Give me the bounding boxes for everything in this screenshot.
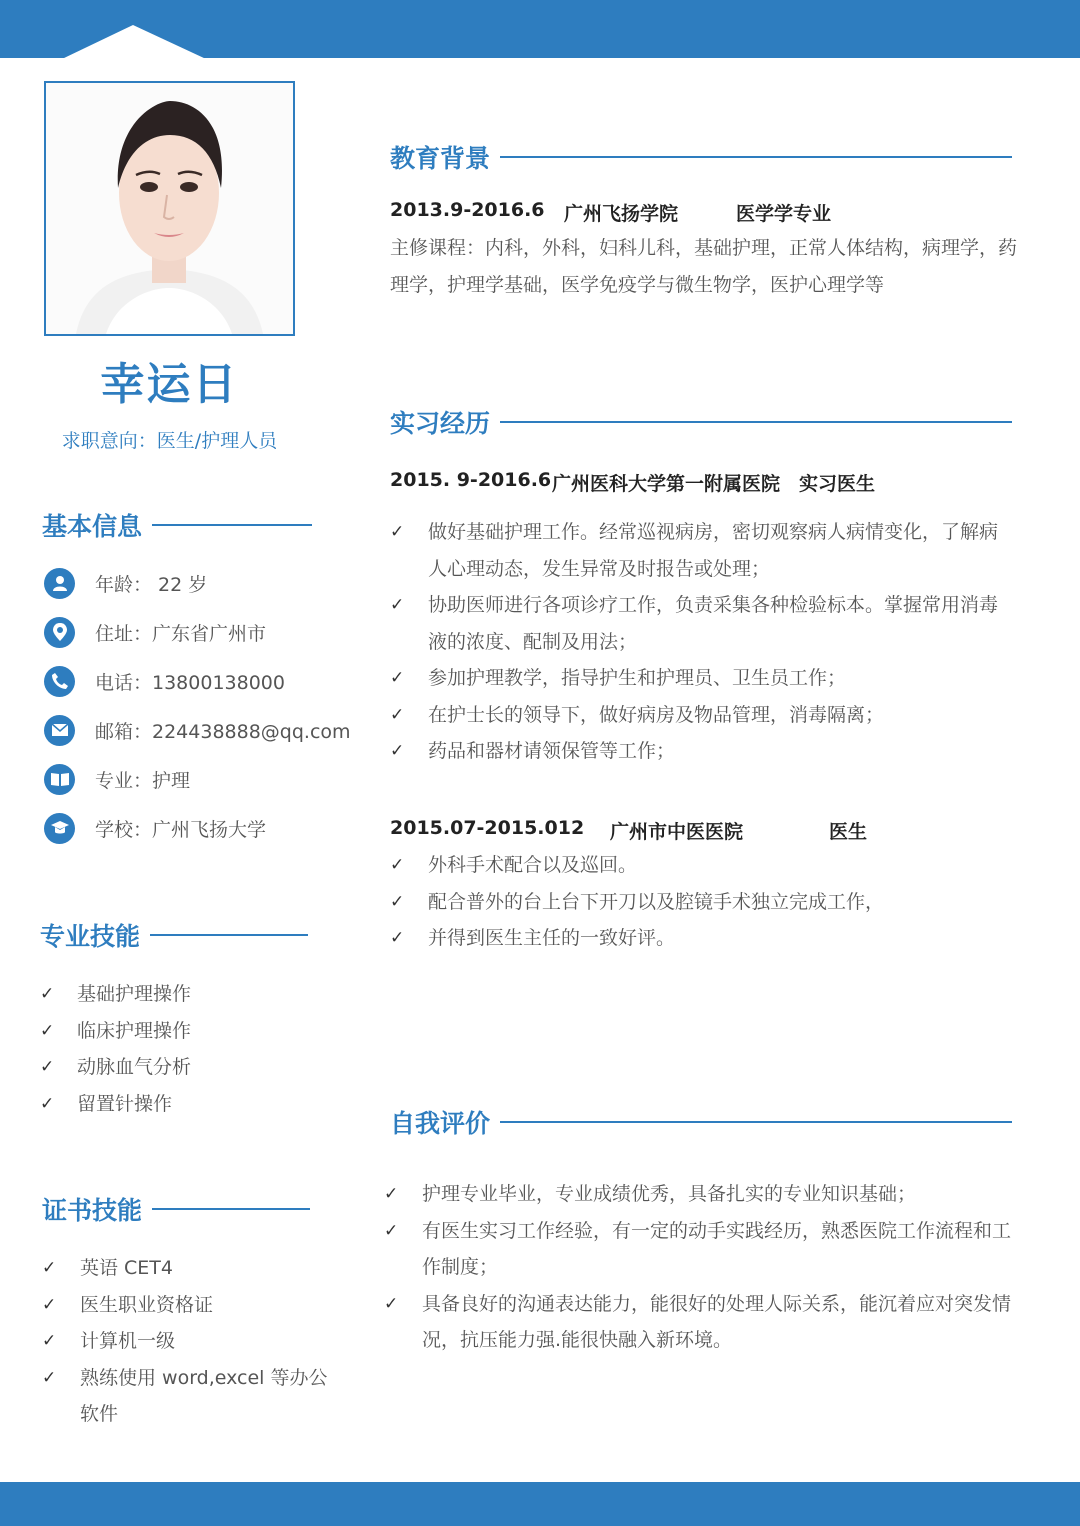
check-icon: ✓: [390, 741, 405, 761]
candidate-name: 幸运日: [100, 359, 239, 410]
check-icon: ✓: [390, 704, 405, 725]
info-address: 住址：广东省广州市: [44, 615, 266, 649]
list-item: ✓ 基础护理操作: [40, 976, 330, 1013]
list-item: ✓ 在护士长的领导下，做好病房及物品管理，消毒隔离；: [390, 697, 1015, 734]
check-icon: ✓: [42, 1294, 57, 1315]
list-item: ✓ 具备良好的沟通表达能力，能很好的处理人际关系，能沉着应对突发情况，抗压能力强.能很快融入新环境。: [384, 1286, 1016, 1359]
check-icon: ✓: [42, 1367, 57, 1388]
education-header-row: [390, 199, 1010, 229]
mail-icon: [44, 715, 75, 746]
job-role: 实习医生: [799, 473, 876, 495]
check-icon: ✓: [390, 855, 405, 875]
location-pin-icon: [44, 617, 75, 648]
list-item: ✓ 药品和器材请领保管等工作；: [390, 733, 1015, 770]
list-item: ✓ 外科手术配合以及巡回。: [390, 847, 1015, 884]
info-age: 年龄： 22 岁: [44, 566, 207, 600]
certificates-list: [42, 1250, 332, 1433]
footer-bar: [0, 1482, 1080, 1526]
check-icon: ✓: [40, 1020, 55, 1041]
job-1-duties: [390, 514, 1015, 770]
education-period: 2013.9-2016.6: [390, 199, 545, 221]
job-2-duties: [390, 847, 1015, 957]
list-item: ✓ 配合普外的台上台下开刀以及腔镜手术独立完成工作，: [390, 884, 1015, 921]
check-icon: ✓: [390, 522, 405, 542]
basic-info-heading: 基本信息: [42, 508, 312, 542]
job-period: 2015. 9-2016.6: [390, 469, 552, 491]
skills-list: [40, 976, 330, 1122]
check-icon: ✓: [40, 984, 55, 1004]
education-major: 医学学专业: [736, 203, 832, 225]
list-item: ✓ 参加护理教学，指导护生和护理员、卫生员工作；: [390, 660, 1015, 697]
list-item: ✓ 医生职业资格证: [42, 1287, 332, 1324]
list-item: ✓ 计算机一级: [42, 1323, 332, 1360]
education-courses: 主修课程：内科，外科，妇科儿科，基础护理，正常人体结构，病理学，药理学，护理学基础，医学免疫学与微生物学，医护心理学等: [390, 237, 1018, 296]
education-school: 广州飞扬学院: [564, 203, 679, 225]
graduation-cap-icon: [44, 813, 75, 844]
divider: [500, 156, 1012, 158]
list-item: ✓ 有医生实习工作经验，有一定的动手实践经历，熟悉医院工作流程和工作制度；: [384, 1213, 1016, 1286]
divider: [150, 934, 308, 936]
check-icon: ✓: [42, 1258, 57, 1278]
job-org: 广州市中医医院: [610, 821, 744, 843]
job-role: 医生: [829, 821, 868, 843]
check-icon: ✓: [42, 1331, 57, 1351]
certificates-heading: 证书技能: [42, 1192, 310, 1226]
internship-heading: 实习经历: [390, 405, 1012, 439]
divider: [152, 1208, 310, 1210]
job-1-header: [390, 469, 1010, 499]
phone-icon: [44, 666, 75, 697]
check-icon: ✓: [384, 1184, 399, 1204]
list-item: ✓ 做好基础护理工作。经常巡视病房，密切观察病人病情变化，了解病人心理动态，发生异常及时报告或处理；: [390, 514, 1015, 587]
info-email: 邮箱：224438888@qq.com: [44, 713, 351, 747]
info-major: 专业：护理: [44, 762, 190, 796]
list-item: ✓ 护理专业毕业，专业成绩优秀，具备扎实的专业知识基础；: [384, 1176, 1016, 1213]
list-item: ✓ 并得到医生主任的一致好评。: [390, 920, 1015, 957]
self-eval-heading: 自我评价: [390, 1105, 1012, 1139]
list-item: ✓ 留置针操作: [40, 1086, 330, 1123]
list-item: ✓ 临床护理操作: [40, 1013, 330, 1050]
info-school: 学校：广州飞扬大学: [44, 811, 266, 845]
portrait-image: [46, 83, 293, 334]
check-icon: ✓: [390, 891, 405, 912]
job-period: 2015.07-2015.012: [390, 817, 585, 839]
job-2-header: [390, 817, 1010, 847]
check-icon: ✓: [390, 668, 405, 688]
divider: [500, 1121, 1012, 1123]
book-icon: [44, 764, 75, 795]
list-item: ✓ 熟练使用 word,excel 等办公软件: [42, 1360, 332, 1433]
check-icon: ✓: [390, 928, 405, 948]
divider: [500, 421, 1012, 423]
list-item: ✓ 协助医师进行各项诊疗工作，负责采集各种检验标本。掌握常用消毒液的浓度、配制及用法；: [390, 587, 1015, 660]
list-item: ✓ 动脉血气分析: [40, 1049, 330, 1086]
header-notch-decoration: [0, 0, 1080, 60]
profile-photo: [44, 81, 295, 336]
job-org: 广州医科大学第一附属医院: [552, 473, 781, 495]
person-icon: [44, 568, 75, 599]
check-icon: ✓: [390, 595, 405, 615]
divider: [152, 524, 312, 526]
education-heading: 教育背景: [390, 140, 1012, 174]
skills-heading: 专业技能: [40, 918, 308, 952]
check-icon: ✓: [40, 1057, 55, 1077]
check-icon: ✓: [384, 1220, 399, 1241]
info-phone: 电话：13800138000: [44, 664, 285, 698]
check-icon: ✓: [40, 1093, 55, 1114]
self-eval-list: [384, 1176, 1016, 1359]
list-item: ✓ 英语 CET4: [42, 1250, 332, 1287]
job-intent: 求职意向：医生/护理人员: [61, 430, 278, 452]
check-icon: ✓: [384, 1293, 399, 1314]
